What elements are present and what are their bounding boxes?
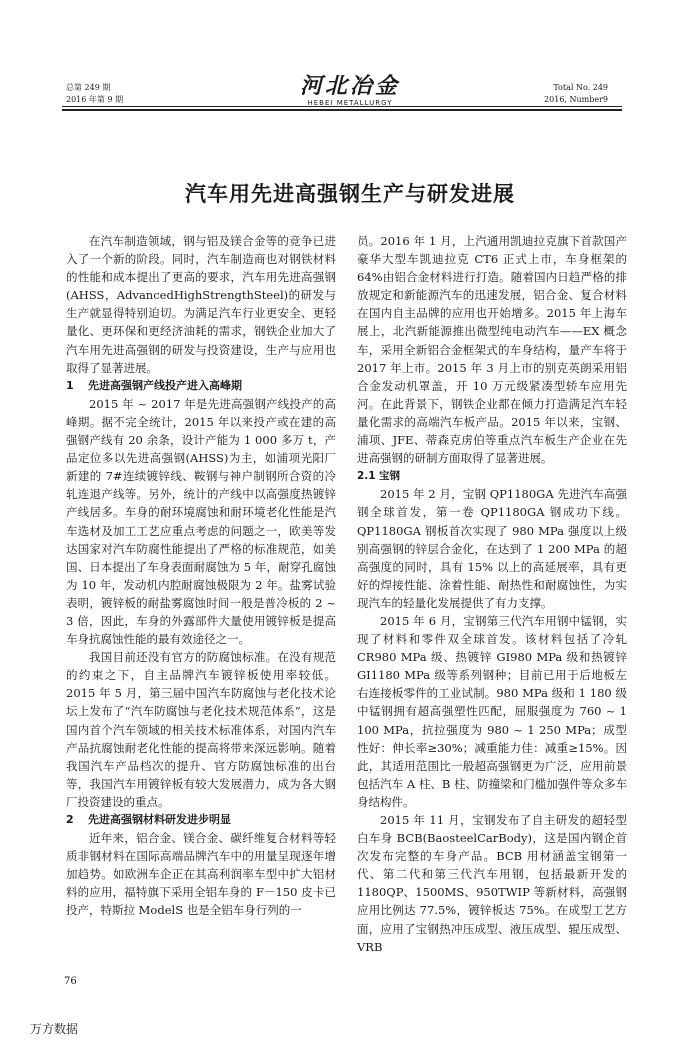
paragraph: 近年来，铝合金、镁合金、碳纤维复合材料等轻质非钢材料在国际高端品牌汽车中的用量呈现逐年增加趋势。如欧洲车企正在其高利润率车型中扩大铝材料的应用，福特旗下采用全铝车身的 F－150 皮卡已投产，特斯拉 ModelS 也是全铝车身行列的一	[66, 831, 336, 918]
issue-en: 2016, Number9	[544, 95, 608, 104]
section-number: 1	[66, 378, 74, 392]
section-number: 2	[66, 813, 74, 826]
total-issue-cn: 总第 249 期	[66, 83, 111, 92]
paragraph: 2015 年 11 月，宝钢发布了自主研发的超轻型白车身 BCB(BaosteelCarBody)，这是国内钢企首次发布完整的车身产品。BCB 用材涵盖宝钢第一代、第二代和第三代汽车用钢，包括最新开发的 1180QP、1500MS、950TWIP 等新材料，高强钢应用比例达 77.5%，镀锌板达 75%。在成型工艺方面，应用了宝钢热冲压成型、液压成型、辊压成型、VRB	[357, 813, 627, 954]
paragraph: 2015 年 2 月，宝钢 QP1180GA 先进汽车高强钢全球首发，第一卷 QP1180GA 钢成功下线。QP1180GA 钢板首次实现了 980 MPa 强度以上级别高强钢的锌层合金化，在达到了 1 200 MPa 的超高强度的同时，具有 15% 以上的高延展率，具有更好的焊接性能、涂着性能、耐热性和耐腐蚀性，为实现汽车的轻量化发展提供了有力支撑。	[357, 487, 627, 610]
header-right	[544, 82, 608, 106]
right-column	[357, 232, 627, 956]
section-heading-1	[66, 377, 336, 395]
journal-name-cn: 河北冶金	[299, 73, 400, 99]
section-title: 先进高强钢材料研发进步明显	[88, 813, 231, 826]
paragraph-continued: 员。2016 年 1 月，上汽通用凯迪拉克旗下首款国产豪华大型车凯迪拉克 CT6 正式上市，车身框架的 64%由铝合金材料进行打造。随着国内日趋严格的排放规定和新能源汽车的迅速发展，铝合金、复合材料在国内自主品牌的应用也开始增多。2015 年上海车展上，北汽新能源推出微型纯电动汽车——EX 概念车，采用全新铝合金框架式的车身结构，量产车将于 2017 年上市。2015 年 3 月上市的别克英朗采用铝合金发动机罩盖，开 10 万元级紧凑型轿车应用先河。在此背景下，钢铁企业都在倾力打造满足汽车轻量化需求的高端汽车板产品。2015 年以来，宝钢、浦项、JFE、蒂森克虏伯等重点汽车板生产企业在先进高强钢的研制方面取得了显著进展。	[357, 234, 627, 466]
watermark-text: 万方数据	[30, 1022, 79, 1036]
article-title: 汽车用先进高强钢生产与研发进展	[185, 182, 515, 206]
paragraph: 在汽车制造领域，钢与铝及镁合金等的竞争已进入了一个新的阶段。同时，汽车制造商也对钢铁材料的性能和成本提出了更高的要求，汽车用先进高强钢(AHSS，AdvancedHighStrengthSteel)的研发与生产就显得特别迫切。为满足汽车行业更安全、更轻量化、更环保和更经济油耗的需求，钢铁企业加大了汽车用先进高强钢的研发与投资建设，生产与应用也取得了显著进展。	[66, 234, 336, 375]
total-issue-en: Total No. 249	[553, 83, 608, 92]
paragraph: 2015 年 6 月，宝钢第三代汽车用钢中锰钢，实现了材料和零件双全球首发。该材料包括了冷轧 CR980 MPa 级、热镀锌 GI980 MPa 级和热镀锌 GI1180 MPa 级等系列钢种；目前已用于后地板左右连接板零件的工业试制。980 MPa 级和 1 180 级中锰钢拥有超高强塑性匹配，屈服强度为 760 ~ 1 100 MPa，抗拉强度为 980 ~ 1 250 MPa；成型性好：伸长率≥30%；减重能力佳：减重≥15%。因此，其适用范围比一般超高强钢更为广泛，应用前景包括汽车 A 柱、B 柱、防撞梁和门槛加强件等众多车身结构件。	[357, 613, 627, 809]
page-number: 76	[64, 976, 77, 987]
paragraph: 我国目前还没有官方的防腐蚀标准。在没有规范的约束之下，自主品牌汽车镀锌板使用率较低。2015 年 5 月，第三届中国汽车防腐蚀与老化技术论坛上发布了“汽车防腐蚀与老化技术规范体系”，这是国内首个汽车领域的相关技术标准体系，对国内汽车产品抗腐蚀耐老化性能的提高将带来深远影响。随着我国汽车产品档次的提升、官方防腐蚀标准的出台等，我国汽车用镀锌板有较大发展潜力，成为各大钢厂投资建设的重点。	[66, 650, 336, 809]
left-column	[66, 232, 336, 920]
journal-name-en: HEBEI METALLURGY	[307, 99, 393, 107]
subsection-title: 宝钢	[379, 470, 400, 483]
subsection-heading-2-1	[357, 467, 627, 485]
section-heading-2	[66, 811, 336, 829]
paragraph: 2015 年 ~ 2017 年是先进高强钢产线投产的高峰期。据不完全统计，2015 年以来投产或在建的高强钢产线有 20 余条，设计产能为 1 000 多万 t，产品定位多以先进高强钢(AHSS)为主，如浦项光阳厂新建的 7#连续镀锌线、鞍钢与神户制钢所合资的冷轧连退产线等。另外，统计的产线中以高强度热镀锌产线居多。车身的耐环境腐蚀和耐环境老化性能是汽车选材及加工工艺应重点考虑的问题之一，欧美等发达国家对汽车防腐性能提出了严格的标准规范，如美国、日本提出了车身表面耐腐蚀为 5 年，耐穿孔腐蚀为 10 年，发动机内腔耐腐蚀极限为 2 年。盐雾试验表明，镀锌板的耐盐雾腐蚀时间一般是普冷板的 2 ~ 3 倍，因此，车身的外露部件大量使用镀锌板是提高车身抗腐蚀性能的最有效途径之一。	[66, 396, 336, 647]
header-rule-thin	[62, 106, 622, 107]
header-rule-thick	[62, 109, 622, 111]
issue-cn: 2016 年第 9 期	[66, 95, 124, 104]
section-title: 先进高强钢产线投产进入高峰期	[88, 378, 242, 392]
subsection-number: 2.1	[357, 470, 376, 483]
